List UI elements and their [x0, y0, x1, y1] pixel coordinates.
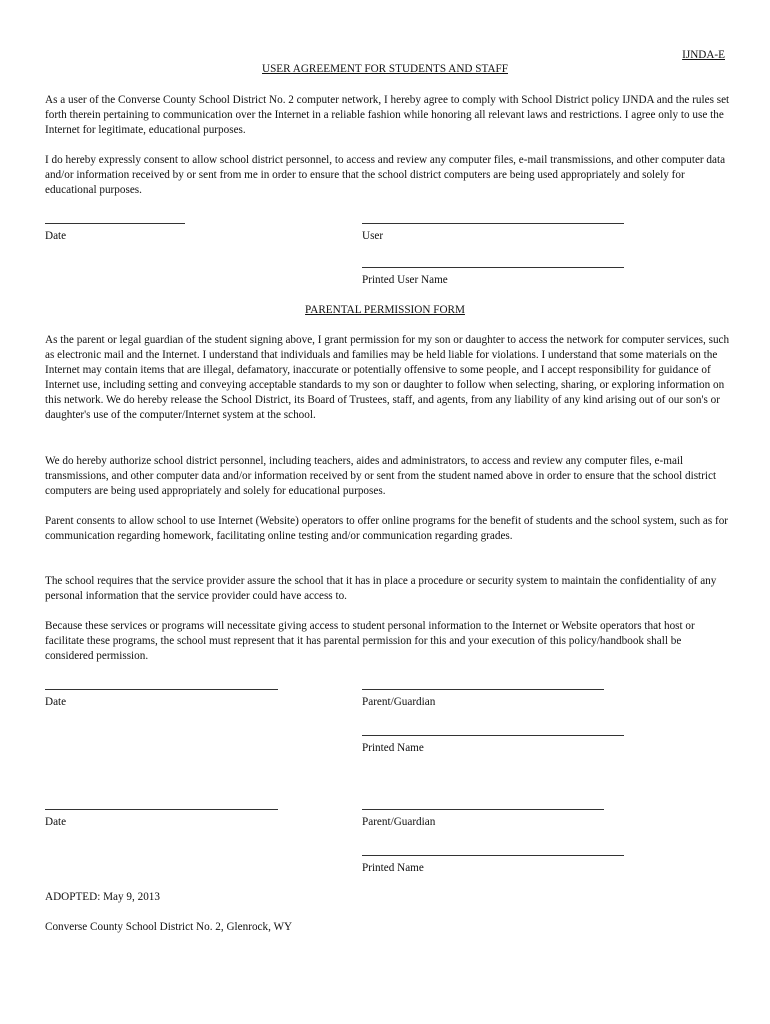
- parental-paragraph-2: We do hereby authorize school district personnel, including teachers, aides and administrators, to access and review any computer files, e-mail transmissions, and other computer data and/or information received by or sent from the student named above in order to ensure that the school district computers are being used appropriately and solely for educational purposes.: [45, 455, 717, 498]
- guardian-1-printed-name-label: Printed Name: [362, 742, 424, 754]
- guardian-2-label: Parent/Guardian: [362, 816, 436, 828]
- intro-paragraph-1: As a user of the Converse County School District No. 2 computer network, I hereby agree to comply with School District policy IJNDA and the rules set forth therein pertaining to communication over the Internet in a reliable fashion while honoring all relevant laws and restrictions. I agree only to use the Internet for legitimate, educational purposes.: [45, 94, 730, 137]
- printed-user-name-line: [362, 267, 624, 268]
- adopted-date: ADOPTED: May 9, 2013: [45, 891, 160, 903]
- parental-paragraph-4: The school requires that the service provider assure the school that it has in place a procedure or security system to maintain the confidentiality of any personal information that the service provider could have access to.: [45, 575, 717, 603]
- guardian-1-signature-line: [362, 689, 604, 690]
- district-footer: Converse County School District No. 2, Glenrock, WY: [45, 921, 293, 933]
- guardian-2-printed-name-line: [362, 855, 624, 856]
- printed-user-name-label: Printed User Name: [362, 274, 448, 286]
- parental-permission-title: PARENTAL PERMISSION FORM: [305, 304, 465, 316]
- guardian-1-printed-name-line: [362, 735, 624, 736]
- policy-code: IJNDA-E: [682, 49, 725, 61]
- user-date-line: [45, 223, 185, 224]
- intro-paragraph-2: I do hereby expressly consent to allow school district personnel, to access and review any computer files, e-mail transmissions, and other computer data and/or information received by or sent from me in order to ensure that the school district computers are being used appropriately and solely for educational purposes.: [45, 154, 726, 197]
- parental-paragraph-1: As the parent or legal guardian of the student signing above, I grant permission for my son or daughter to access the network for computer services, such as electronic mail and the Internet. I understand that individuals and families may be held liable for violations. I understand that some materials on the Internet may contain items that are illegal, defamatory, inaccurate or potentially offensive to some people, and I accept responsibility for guidance of Internet use, including setting and conveying acceptable standards to my son or daughter to follow when selecting, sharing, or exploring information on this network. We do hereby release the School District, its Board of Trustees, staff, and agents, from any liability of any kind arising out of our son's or daughter's use of the computer/Internet system at the school.: [45, 334, 730, 422]
- user-signature-line: [362, 223, 624, 224]
- guardian-1-date-line: [45, 689, 278, 690]
- agreement-title: USER AGREEMENT FOR STUDENTS AND STAFF: [262, 63, 508, 75]
- guardian-1-date-label: Date: [45, 696, 67, 708]
- user-date-label: Date: [45, 230, 67, 242]
- guardian-2-printed-name-label: Printed Name: [362, 862, 424, 874]
- parental-paragraph-5: Because these services or programs will necessitate giving access to student personal information to the Internet or Website operators that host or facilitate these programs, the school must represent that it has parental permission for this and your execution of this policy/handbook shall be considered permission.: [45, 620, 695, 663]
- guardian-2-date-line: [45, 809, 278, 810]
- guardian-2-signature-line: [362, 809, 604, 810]
- parental-paragraph-3: Parent consents to allow school to use Internet (Website) operators to offer online programs for the benefit of students and the school system, such as for communication regarding homework, facilitating online testing and/or communication regarding grades.: [45, 515, 729, 543]
- guardian-1-label: Parent/Guardian: [362, 696, 436, 708]
- guardian-2-date-label: Date: [45, 816, 67, 828]
- user-label: User: [362, 230, 384, 242]
